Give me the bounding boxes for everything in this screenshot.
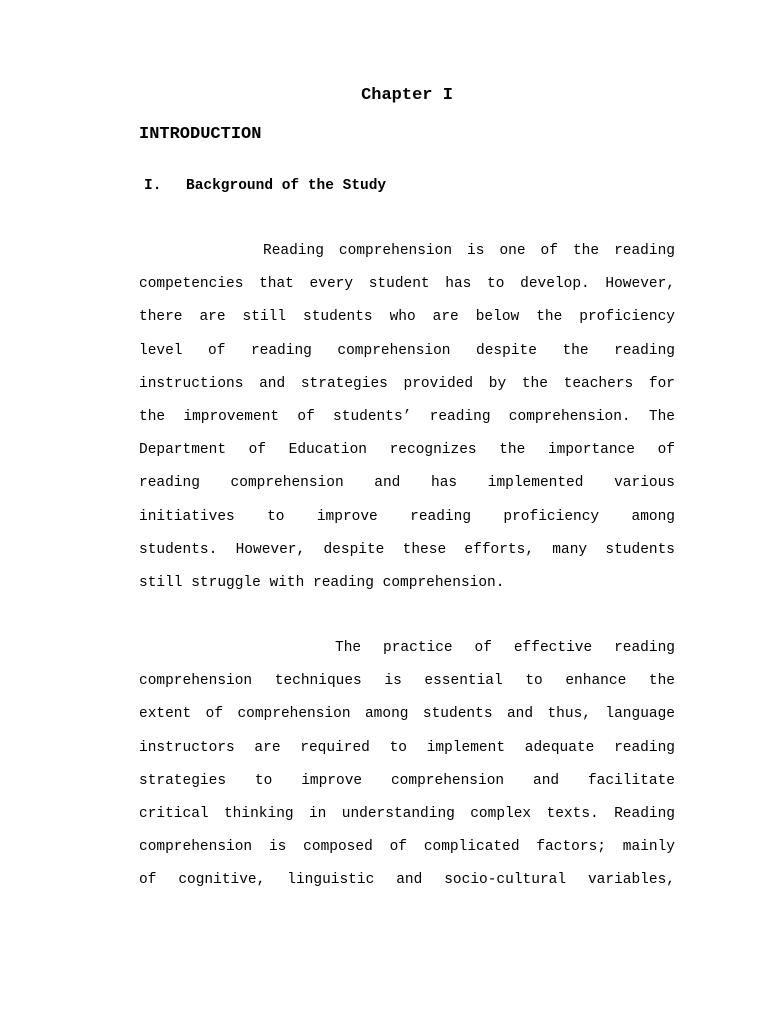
paragraph-line: extent of comprehension among students and thus, language [139, 706, 675, 723]
paragraph-line: the improvement of students’ reading comprehension. The [139, 408, 675, 425]
paragraph-line: competencies that every student has to develop. However, [139, 276, 675, 293]
paragraph-line: critical thinking in understanding complex texts. Reading [139, 805, 675, 822]
paragraph-line: reading comprehension and has implemented various [139, 475, 675, 492]
paragraph-background-2 [139, 632, 675, 898]
paragraph-background-1 [139, 235, 675, 600]
paragraph-line: Reading comprehension is one of the reading [263, 243, 675, 259]
section-title: Background of the Study [186, 178, 387, 194]
paragraph-line: instructions and strategies provided by the teachers for [139, 375, 675, 392]
paragraph-line: of cognitive, linguistic and socio-cultural variables, [139, 872, 675, 889]
paragraph-line: initiatives to improve reading proficiency among [139, 508, 675, 525]
section-number: I. [144, 178, 162, 194]
chapter-title: Chapter I [361, 86, 453, 105]
paragraph-line: strategies to improve comprehension and facilitate [139, 772, 675, 789]
section-heading [144, 176, 386, 196]
paragraph-line: instructors are required to implement adequate reading [139, 739, 675, 756]
paragraph-line: level of reading comprehension despite the reading [139, 342, 675, 359]
paragraph-line: comprehension techniques is essential to enhance the [139, 673, 675, 690]
paragraph-line: Department of Education recognizes the importance of [139, 442, 675, 459]
paragraph-line: there are still students who are below the proficiency [139, 309, 675, 326]
paragraph-line: comprehension is composed of complicated factors; mainly [139, 839, 675, 856]
introduction-heading: INTRODUCTION [139, 125, 262, 144]
paragraph-line: The practice of effective reading [335, 640, 675, 656]
paragraph-line: students. However, despite these efforts, many students [139, 541, 675, 558]
paragraph-line: still struggle with reading comprehension. [139, 574, 505, 591]
